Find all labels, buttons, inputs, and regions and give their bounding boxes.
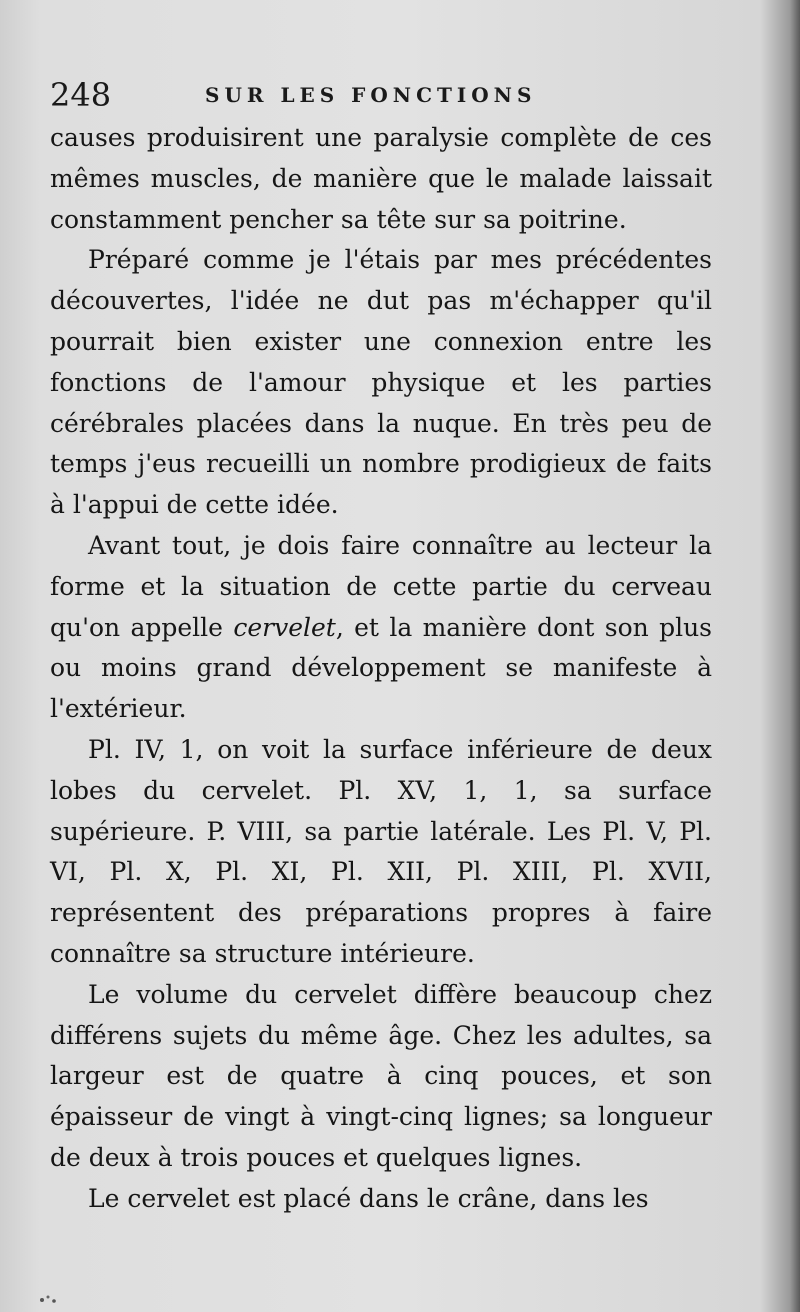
paragraph-text: , et la manière dont son plus ou moins grand développement se manifeste à l'extérieur.	[50, 612, 713, 724]
paragraph: Le volume du cervelet diffère beaucoup chez différens sujets du même âge. Chez les adultes, sa largeur est de quatre à cinq pouces, et son épaisseur de vingt à vingt-cinq lignes; sa longueur de deux à trois pouces et quelques lignes.	[50, 979, 712, 1172]
paragraph-text: Avant tout, je dois faire connaître au lecteur la forme et la situation de cette partie du cerveau qu'on appelle	[50, 530, 712, 642]
paragraph	[50, 526, 712, 730]
paragraph: Pl. IV, 1, on voit la surface inférieure de deux lobes du cervelet. Pl. XV, 1, 1, sa surface supérieure. P. VIII, sa partie latérale. Les Pl. V, Pl. VI, Pl. X, Pl. XI, Pl. XII, Pl. XIII, Pl. XVII, représentent des préparations propres à faire connaître sa structure intérieure.	[50, 734, 712, 968]
body-text	[50, 118, 712, 1220]
paragraph: Le cervelet est placé dans le crâne, dans les	[88, 1183, 649, 1213]
paragraph: Préparé comme je l'étais par mes précédentes découvertes, l'idée ne dut pas m'échapper qu'il pourrait bien exister une connexion entre les fonctions de l'amour physique et les parties cérébrales placées dans la nuque. En très peu de temps j'eus recueilli un nombre prodigieux de faits à l'appui de cette idée.	[50, 245, 712, 520]
running-head: SUR LES FONCTIONS	[205, 83, 537, 107]
ink-speck	[36, 1292, 62, 1306]
page-number: 248	[50, 76, 112, 114]
page-header	[50, 70, 740, 120]
italic-term: cervelet	[233, 612, 336, 642]
paragraph: causes produisirent une paralysie complète de ces mêmes muscles, de manière que le malade laissait constamment pencher sa tête sur sa poitrine.	[50, 123, 712, 234]
ink-speck-icon	[36, 1292, 62, 1306]
